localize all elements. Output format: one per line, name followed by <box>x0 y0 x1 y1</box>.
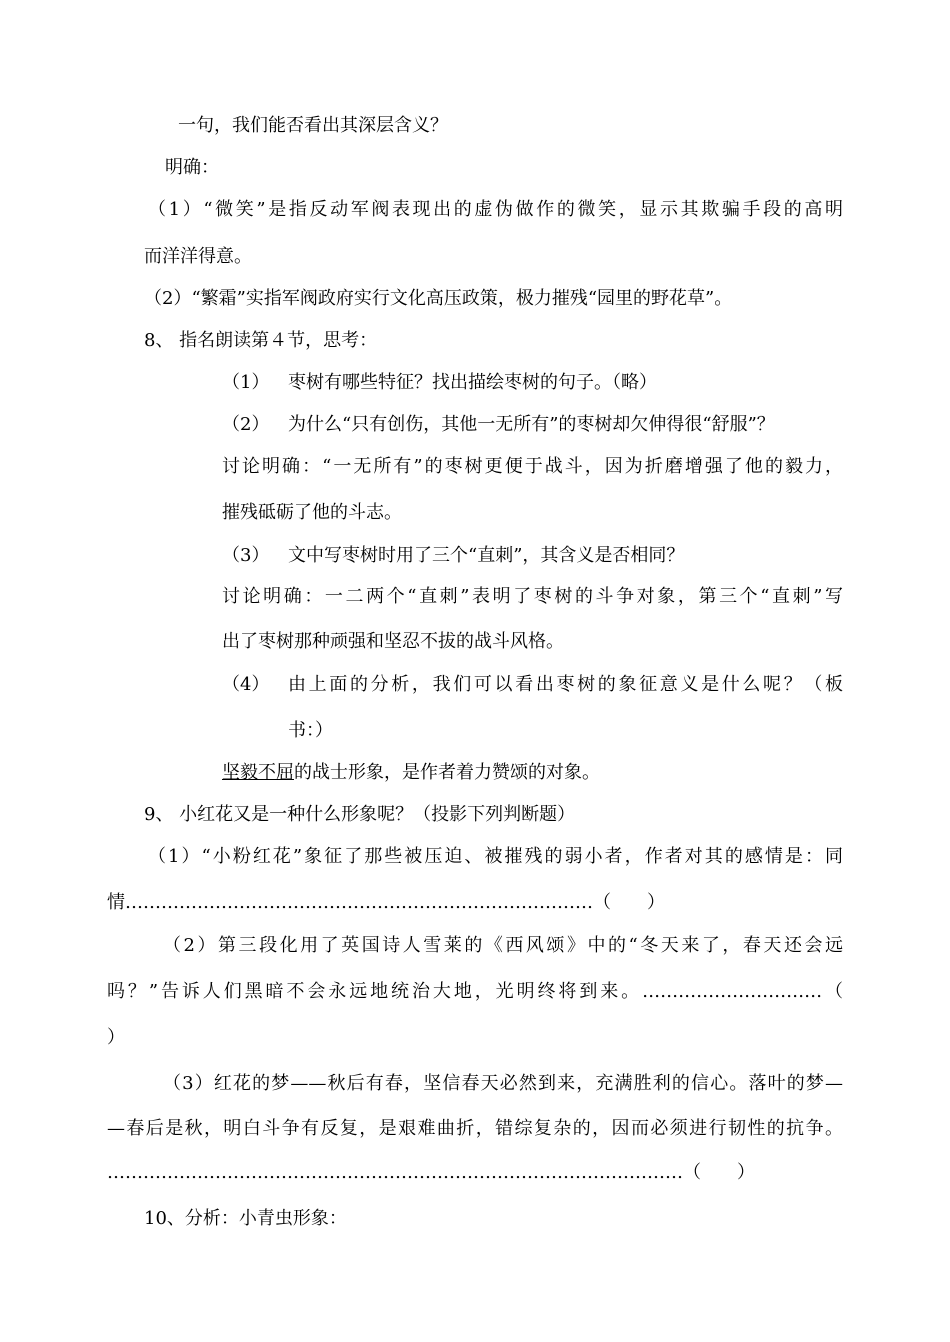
item-text: 文中写枣树时用了三个“直刺”，其含义是否相同？ <box>288 545 685 566</box>
judgment-item: ） <box>107 1027 125 1048</box>
item-number: （3） <box>222 545 270 566</box>
judgment-item: （2）第三段化用了英国诗人雪莱的《西风颂》中的“冬天来了，春天还会远 <box>163 935 843 956</box>
sub-question <box>222 413 775 437</box>
answer-line: 讨论明确：“一无所有”的枣树更便于战斗，因为折磨增强了他的毅力， <box>222 456 843 477</box>
text-line: 明确： <box>165 157 219 178</box>
answer-line: 摧残砥砺了他的斗志。 <box>222 502 402 523</box>
judgment-item: 吗？”告诉人们黑暗不会永远地统治大地，光明终将到来。…………………………（ <box>107 981 843 1002</box>
sub-question <box>222 673 843 697</box>
item-text: 由上面的分析，我们可以看出枣树的象征意义是什么呢？（板 <box>288 674 843 695</box>
text-line: （2）“繁霜”实指军阀政府实行文化高压政策，极力摧残“园里的野花草”。 <box>144 288 733 309</box>
item-number: （4） <box>222 674 270 695</box>
sub-question <box>222 544 684 568</box>
text-line: （1）“微笑”是指反动军阀表现出的虚伪做作的微笑，显示其欺骗手段的高明 <box>148 199 843 220</box>
judgment-item: ……………………………………………………………………………………（ ） <box>107 1162 755 1183</box>
judgment-item: 情……………………………………………………………………（ ） <box>107 892 665 913</box>
answer-line <box>222 761 600 785</box>
item-number: （1） <box>222 372 270 393</box>
question-heading: 9、 小红花又是一种什么形象呢？（投影下列判断题） <box>144 804 576 825</box>
judgment-item: —春后是秋，明白斗争有反复，是艰难曲折，错综复杂的，因而必须进行韧性的抗争。 <box>107 1118 843 1139</box>
question-heading: 10、分析：小青虫形象： <box>144 1208 347 1229</box>
item-text: 为什么“只有创伤，其他一无所有”的枣树却欠伸得很“舒服”？ <box>288 414 775 435</box>
judgment-item: （1）“小粉红花”象征了那些被压迫、被摧残的弱小者，作者对其的感情是：同 <box>148 846 843 867</box>
sub-question <box>222 371 657 395</box>
item-number: （2） <box>222 414 270 435</box>
text-line: 书：） <box>288 720 333 741</box>
text-line: 一句，我们能否看出其深层含义？ <box>178 115 448 136</box>
question-heading: 8、 指名朗读第４节，思考： <box>144 330 378 351</box>
answer-line: 讨论明确：一二两个“直刺”表明了枣树的斗争对象，第三个“直刺”写 <box>222 586 843 607</box>
answer-text: 的战士形象，是作者着力赞颂的对象。 <box>294 762 600 783</box>
answer-line: 出了枣树那种顽强和坚忍不拔的战斗风格。 <box>222 631 564 652</box>
text-line: 而洋洋得意。 <box>144 246 252 267</box>
judgment-item: （3）红花的梦——秋后有春，坚信春天必然到来，充满胜利的信心。落叶的梦— <box>163 1073 843 1094</box>
item-text: 枣树有哪些特征？找出描绘枣树的句子。（略） <box>288 372 657 393</box>
underlined-answer: 坚毅不屈 <box>222 762 294 783</box>
